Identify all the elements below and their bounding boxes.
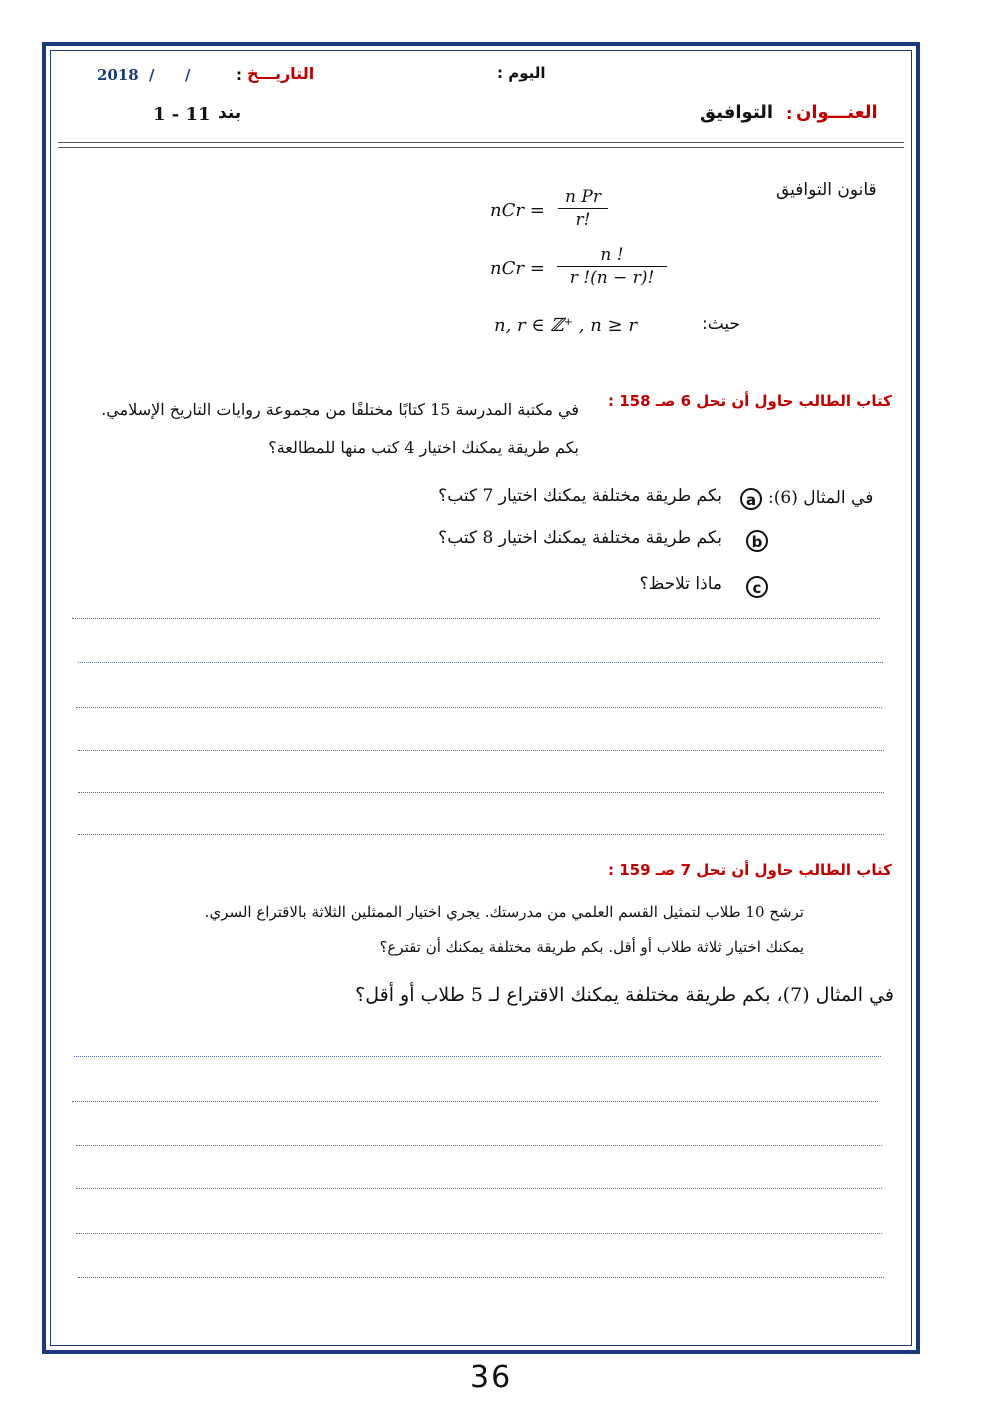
item-b-badge: b: [746, 530, 768, 552]
day-label: اليوم :: [497, 64, 546, 82]
section-label: بند: [218, 103, 242, 123]
formula2-lhs: nCr =: [490, 258, 545, 279]
item-c-text: ماذا تلاحظ؟: [639, 574, 722, 594]
header-divider: [58, 142, 904, 143]
exercise2-line1: ترشح 10 طلاب لتمثيل القسم العلمي من مدرستك. يجري اختيار الممثلين الثلاثة بالاقتراع السري.: [204, 903, 804, 921]
formula2-denominator: r !(n − r)!: [569, 268, 655, 288]
title-label: العنـــوان: [796, 102, 878, 123]
item-b-text: بكم طريقة مختلفة يمكنك اختيار 8 كتب؟: [438, 528, 722, 548]
header-divider: [58, 147, 904, 148]
answer-line: [76, 1188, 882, 1189]
formula1-numerator: n Pr: [558, 186, 608, 209]
date-slash: /: [149, 66, 155, 84]
answer-line: [76, 1145, 882, 1146]
answer-line: [72, 618, 880, 619]
law-title: قانون التوافيق: [776, 180, 877, 200]
example7-question: في المثال (7)، بكم طريقة مختلفة يمكنك الاقتراع لـ 5 طلاب أو أقل؟: [355, 984, 894, 1006]
answer-line: [78, 662, 883, 663]
formula1-fraction: [558, 186, 608, 231]
item-a-badge: a: [740, 488, 762, 510]
item-c-badge: c: [746, 576, 768, 598]
answer-line: [78, 834, 884, 835]
page-number: 36: [470, 1360, 513, 1395]
answer-line: [72, 1101, 878, 1102]
answer-line: [74, 1056, 881, 1057]
formula-condition: n, r ∈ ℤ⁺ , n ≥ r: [494, 315, 637, 336]
formula2-fraction: [557, 244, 667, 289]
answer-line: [76, 707, 882, 708]
title-colon: :: [786, 104, 793, 123]
date-colon: :: [236, 66, 242, 84]
where-label: حيث:: [702, 314, 741, 334]
page-border-inner: [50, 50, 912, 1346]
answer-line: [78, 750, 884, 751]
answer-line: [78, 1277, 884, 1278]
item-a-text: بكم طريقة مختلفة يمكنك اختيار 7 كتب؟: [438, 486, 722, 506]
title-value: التوافيق: [700, 102, 774, 123]
example6-intro: في المثال (6):: [768, 488, 874, 508]
exercise1-heading: كتاب الطالب حاول أن تحل 6 صـ 158 :: [608, 392, 892, 410]
exercise1-line2: بكم طريقة يمكنك اختيار 4 كتب منها للمطالعة؟: [268, 438, 579, 457]
formula1-denominator: r!: [575, 210, 591, 230]
formula1-lhs: nCr =: [490, 200, 545, 221]
formula2-numerator: n !: [557, 244, 667, 267]
date-year: 2018: [97, 66, 139, 84]
exercise2-heading: كتاب الطالب حاول أن تحل 7 صـ 159 :: [608, 861, 892, 879]
date-label: التاريـــخ: [247, 64, 315, 83]
exercise2-line2: يمكنك اختيار ثلاثة طلاب أو أقل. بكم طريقة مختلفة يمكنك أن تقترع؟: [379, 938, 804, 956]
answer-line: [78, 792, 884, 793]
exercise1-line1: في مكتبة المدرسة 15 كتابًا مختلفًا من مجموعة روايات التاريخ الإسلامي.: [101, 400, 579, 419]
answer-line: [76, 1233, 882, 1234]
section-value: 1 - 11: [153, 104, 211, 125]
date-slash: /: [185, 66, 191, 84]
